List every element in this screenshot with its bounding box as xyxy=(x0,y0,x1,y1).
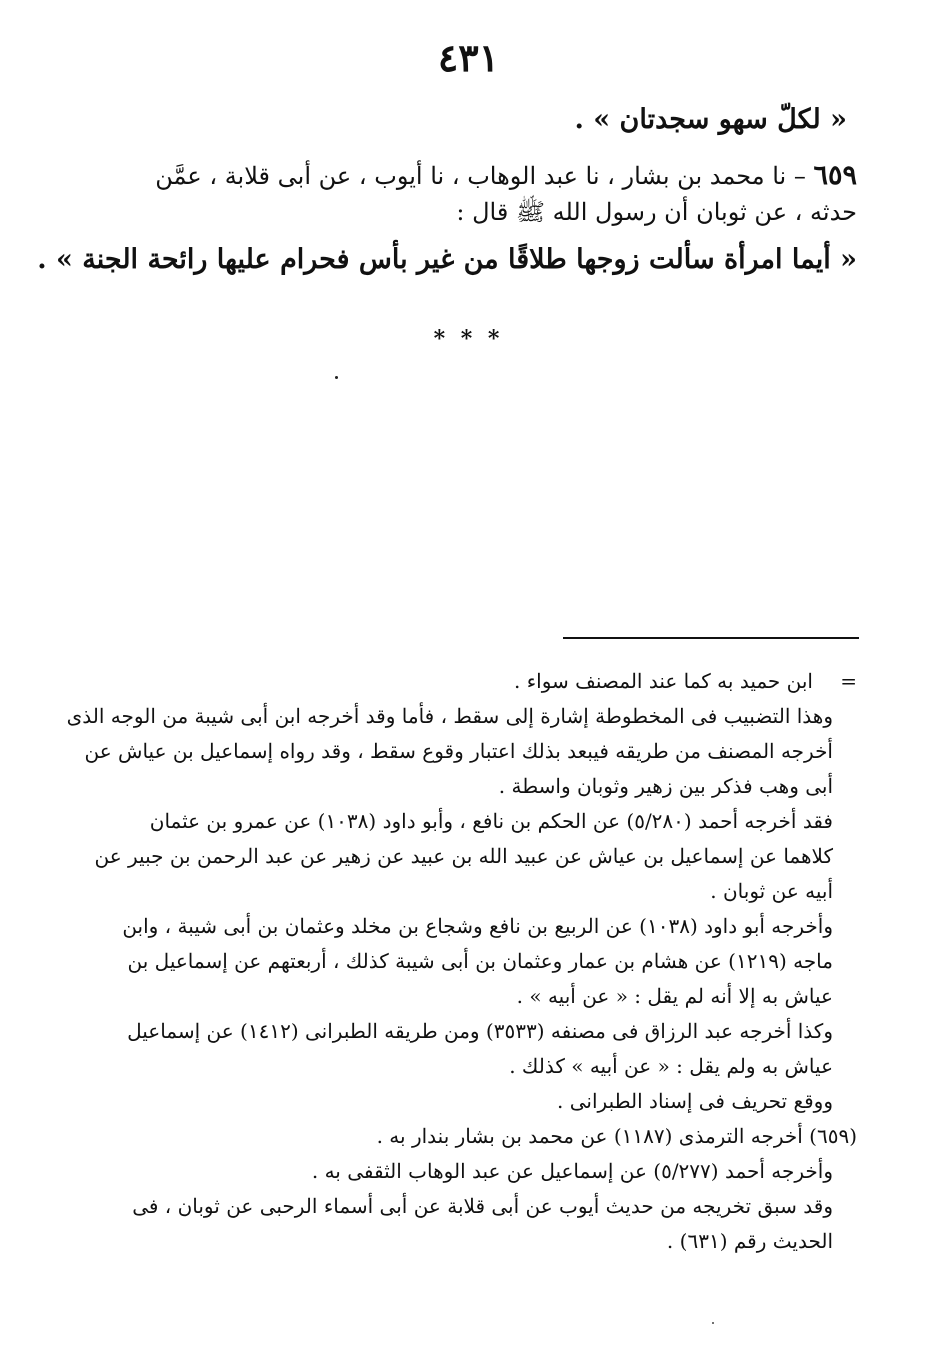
footnote-continuation-marker: = xyxy=(840,669,857,693)
print-speck xyxy=(712,1322,714,1324)
hadith-isnad-text-1: نا محمد بن بشار ، نا عبد الوهاب ، نا أيوب ، عن أبى قلابة ، عمَّن xyxy=(155,162,787,190)
footnote-line: ماجه (١٢١٩) عن هشام بن عمار وعثمان بن أبى شيبة كذلك ، أربعتهم عن إسماعيل بن xyxy=(127,949,833,973)
hadith-659 xyxy=(37,158,857,284)
footnote-line: وقد سبق تخريجه من حديث أيوب عن أبى قلابة عن أبى أسماء الرحبى عن ثوبان ، فى xyxy=(132,1194,833,1218)
hadith-isnad-line-2: حدثه ، عن ثوبان أن رسول الله ﷺ قال : xyxy=(456,198,857,226)
footnote-line: فقد أخرجه أحمد (٥/٢٨٠) عن الحكم بن نافع ، وأبو داود (١٠٣٨) عن عمرو بن عثمان xyxy=(149,809,833,833)
footnote-line: عياش به ولم يقل : « عن أبيه » كذلك . xyxy=(509,1054,833,1078)
footnote-line: أبى وهب فذكر بين زهير وثوبان واسطة . xyxy=(498,774,833,798)
hadith-number: ٦٥٩ xyxy=(813,160,857,191)
footnote-line xyxy=(80,664,857,699)
footnote-line: عياش به إلا أنه لم يقل : « عن أبيه » . xyxy=(516,984,833,1008)
hadith-dash: – xyxy=(793,162,806,190)
footnote-line: أبيه عن ثوبان . xyxy=(710,879,833,903)
footnote-divider xyxy=(563,637,859,639)
previous-hadith-end: « لكلّ سهو سجدتان » . xyxy=(574,104,847,135)
footnotes xyxy=(66,664,857,1259)
footnote-line: كلاهما عن إسماعيل بن عياش عن عبيد الله بن عبيد عن زهير عن عبد الرحمن بن جبير عن xyxy=(94,844,833,868)
footnote-line: ووقع تحريف فى إسناد الطبرانى . xyxy=(557,1089,833,1113)
hadith-isnad-line-1 xyxy=(80,158,857,194)
footnote-line: وأخرجه أبو داود (١٠٣٨) عن الربيع بن نافع وشجاع بن مخلد وعثمان بن أبى شيبة ، وابن xyxy=(122,914,833,938)
footnote-659-line xyxy=(80,1119,857,1154)
footnote-line: أخرجه المصنف من طريقه فيبعد بذلك اعتبار وقوع سقط ، وقد رواه إسماعيل بن عياش عن xyxy=(84,739,833,763)
hadith-matn: « أيما امرأة سألت زوجها طلاقًا من غير بأس فحرام عليها رائحة الجنة » . xyxy=(37,244,857,275)
print-speck xyxy=(335,376,338,379)
section-separator: * * * xyxy=(433,326,504,352)
footnote-line: وكذا أخرجه عبد الرزاق فى مصنفه (٣٥٣٣) ومن طريقه الطبرانى (١٤١٢) عن إسماعيل xyxy=(127,1019,833,1043)
footnote-line: وهذا التضبيب فى المخطوطة إشارة إلى سقط ، فأما وقد أخرجه ابن أبى شيبة من الوجه الذى xyxy=(66,704,833,728)
footnote-line: وأخرجه أحمد (٥/٢٧٧) عن إسماعيل عن عبد الوهاب الثقفى به . xyxy=(311,1159,833,1183)
footnote-text: أخرجه الترمذى (١١٨٧) عن محمد بن بشار بندار به . xyxy=(376,1124,803,1148)
footnote-text: ابن حميد به كما عند المصنف سواء . xyxy=(514,669,813,693)
footnote-659-marker: (٦٥٩) xyxy=(809,1124,857,1148)
page-number: ٤٣١ xyxy=(437,35,500,80)
footnote-line: الحديث رقم (٦٣١) . xyxy=(666,1229,833,1253)
